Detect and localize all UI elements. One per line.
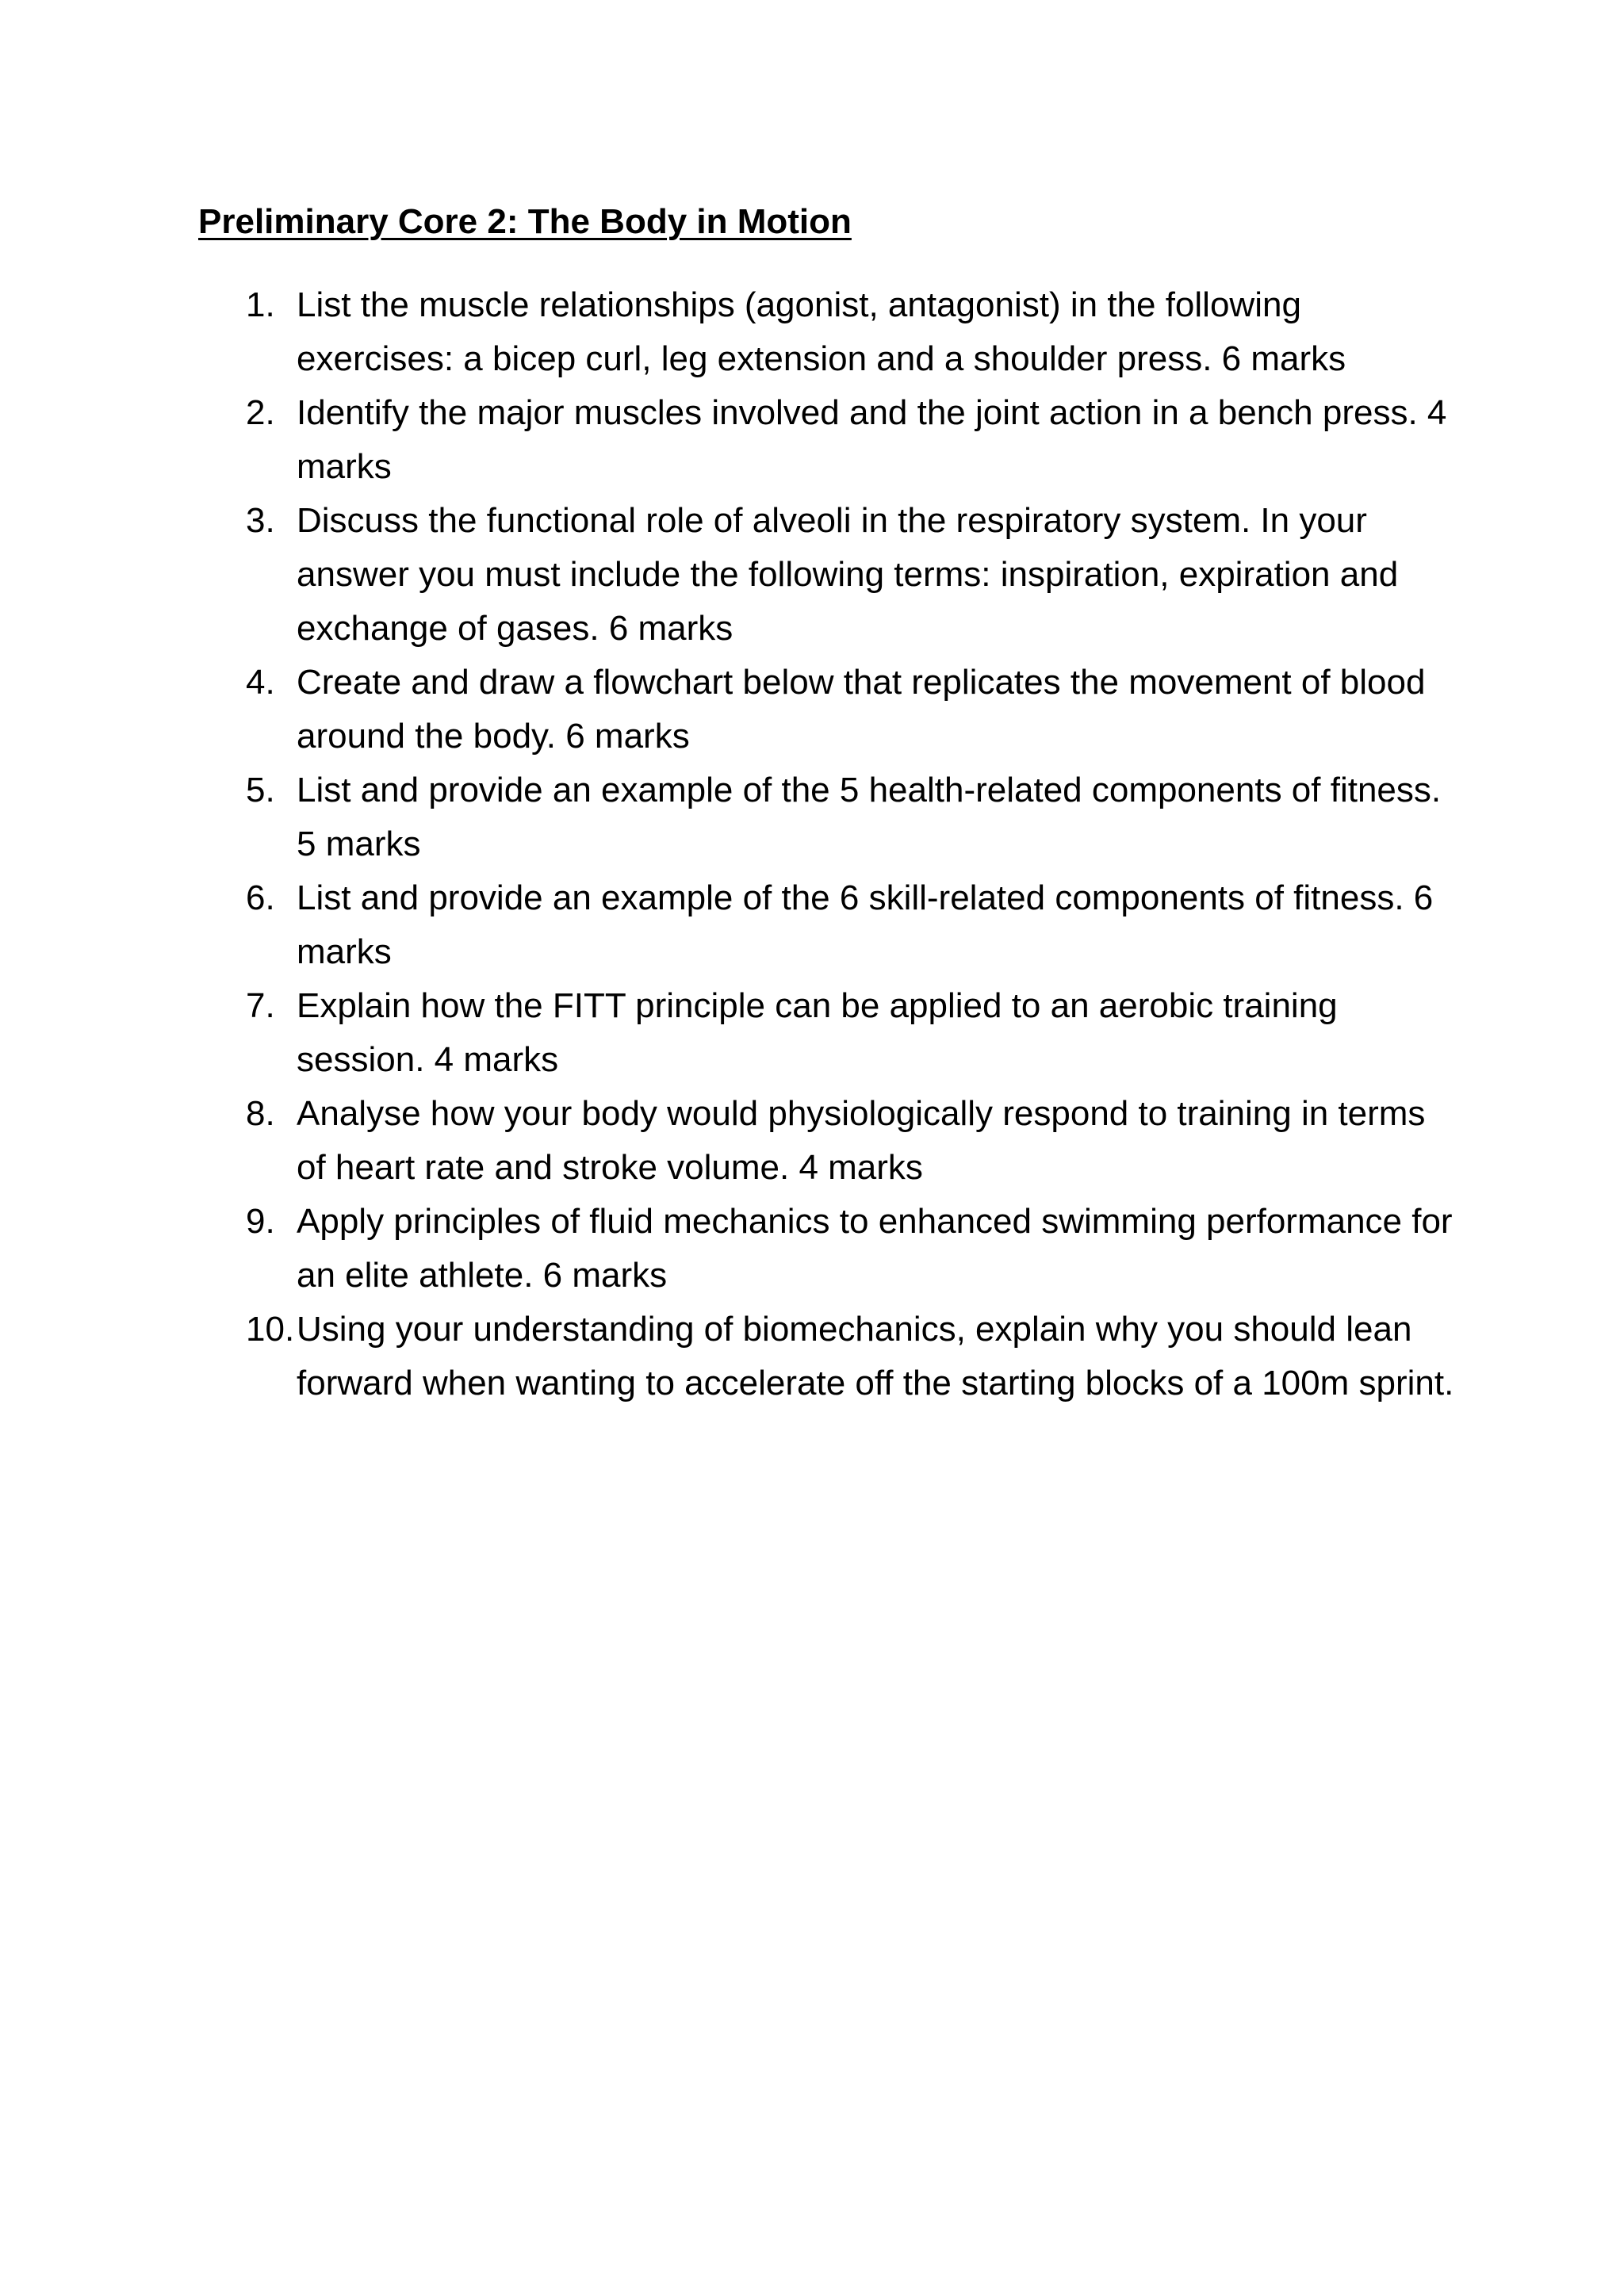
question-item xyxy=(246,1195,1459,1303)
question-number: 9. xyxy=(246,1202,275,1241)
question-list xyxy=(246,278,1459,1410)
question-item xyxy=(246,1303,1459,1410)
question-item xyxy=(246,871,1459,979)
question-number: 8. xyxy=(246,1094,275,1133)
question-text: Identify the major muscles involved and the joint action in a bench press. 4 marks xyxy=(297,393,1447,486)
question-text: Explain how the FITT principle can be applied to an aerobic training session. 4 marks xyxy=(297,986,1338,1079)
question-text: Discuss the functional role of alveoli in the respiratory system. In your answer you must include the following terms: inspiration, expiration and exchange of gases. 6 marks xyxy=(297,501,1399,648)
question-item xyxy=(246,386,1459,494)
question-number: 5. xyxy=(246,771,275,809)
question-text: List and provide an example of the 6 skill-related components of fitness. 6 marks xyxy=(297,878,1434,971)
question-number: 10. xyxy=(246,1310,295,1349)
question-item xyxy=(246,1087,1459,1195)
question-number: 1. xyxy=(246,285,275,324)
question-number: 7. xyxy=(246,986,275,1025)
page-title: Preliminary Core 2: The Body in Motion xyxy=(198,202,852,241)
question-text: Apply principles of fluid mechanics to enhanced swimming performance for an elite athlete. 6 marks xyxy=(297,1202,1453,1295)
question-text: List the muscle relationships (agonist, antagonist) in the following exercises: a bicep curl, leg extension and a shoulder press. 6 marks xyxy=(297,285,1346,378)
question-text: Analyse how your body would physiologically respond to training in terms of heart rate and stroke volume. 4 marks xyxy=(297,1094,1426,1187)
question-item xyxy=(246,763,1459,871)
question-item xyxy=(246,278,1459,386)
question-number: 6. xyxy=(246,878,275,917)
question-number: 3. xyxy=(246,501,275,540)
question-item xyxy=(246,494,1459,656)
question-number: 2. xyxy=(246,393,275,432)
question-text: Create and draw a flowchart below that replicates the movement of blood around the body. 6 marks xyxy=(297,663,1426,756)
question-number: 4. xyxy=(246,663,275,702)
question-item xyxy=(246,656,1459,763)
question-text: List and provide an example of the 5 health-related components of fitness. 5 marks xyxy=(297,771,1442,863)
question-item xyxy=(246,979,1459,1087)
question-text: Using your understanding of biomechanics, explain why you should lean forward when wanting to accelerate off the starting blocks of a 100m sprint. xyxy=(297,1310,1454,1402)
